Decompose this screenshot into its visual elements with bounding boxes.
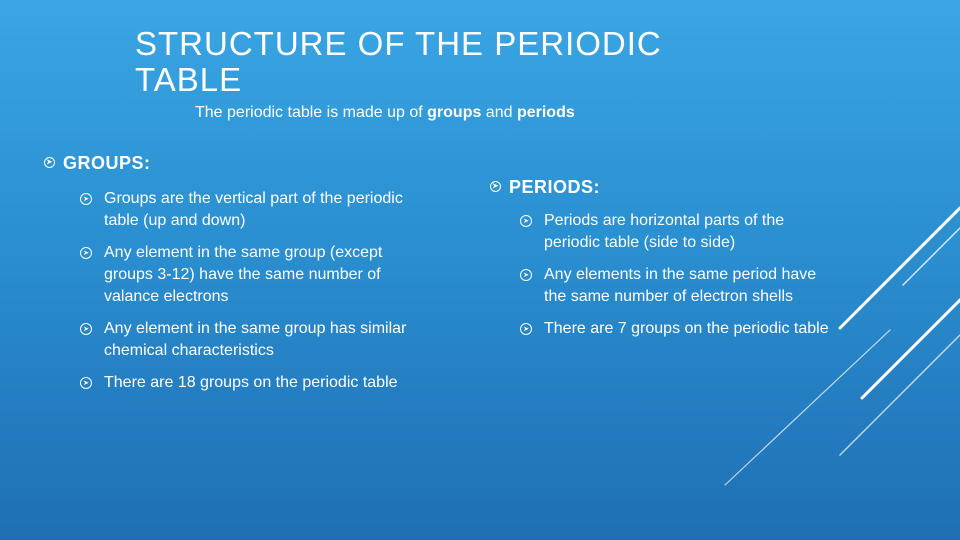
periods-list xyxy=(520,210,840,340)
periods-heading-row xyxy=(490,177,850,198)
groups-item-text: Any element in the same group (except groups 3-12) have the same number of valance electrons xyxy=(104,244,383,305)
circled-arrow-icon: ➤ xyxy=(520,323,532,335)
groups-item-text: There are 18 groups on the periodic table xyxy=(104,374,398,391)
groups-column xyxy=(44,153,424,404)
slide-title: STRUCTURE OF THE PERIODIC TABLE xyxy=(135,25,662,98)
groups-item-text: Groups are the vertical part of the periodic table (up and down) xyxy=(104,190,403,229)
periods-item-text: Periods are horizontal parts of the periodic table (side to side) xyxy=(544,212,785,251)
slide-subtitle xyxy=(195,104,575,122)
periods-heading: PERIODS: xyxy=(509,177,601,197)
list-item xyxy=(80,372,410,394)
deco-line-4 xyxy=(840,335,960,455)
deco-line-1 xyxy=(840,208,960,328)
subtitle-prefix: The periodic table is made up of xyxy=(195,104,428,121)
groups-heading: GROUPS: xyxy=(63,153,151,173)
subtitle-periods: periods xyxy=(516,104,575,121)
circled-arrow-icon: ➤ xyxy=(80,377,92,389)
deco-line-5 xyxy=(725,330,890,485)
circled-arrow-icon: ➤ xyxy=(80,247,92,259)
periods-item-text: There are 7 groups on the periodic table xyxy=(544,320,829,337)
circled-arrow-icon: ➤ xyxy=(80,193,92,205)
list-item xyxy=(520,318,840,340)
periods-column xyxy=(490,177,850,350)
groups-item-text: Any element in the same group has similar chemical characteristics xyxy=(104,320,407,359)
list-item xyxy=(80,318,410,362)
list-item xyxy=(80,242,410,308)
subtitle-middle: and xyxy=(481,104,517,121)
list-item xyxy=(80,188,410,232)
groups-list xyxy=(80,188,410,394)
periods-item-text: Any elements in the same period have the same number of electron shells xyxy=(544,266,817,305)
list-item xyxy=(520,264,840,308)
subtitle-groups: groups xyxy=(427,104,482,121)
list-item xyxy=(520,210,840,254)
circled-arrow-icon: ➤ xyxy=(80,323,92,335)
circled-arrow-icon: ➤ xyxy=(520,269,532,281)
circled-arrow-icon: ➤ xyxy=(44,157,55,168)
circled-arrow-icon: ➤ xyxy=(490,181,501,192)
circled-arrow-icon: ➤ xyxy=(520,215,532,227)
groups-heading-row xyxy=(44,153,424,174)
